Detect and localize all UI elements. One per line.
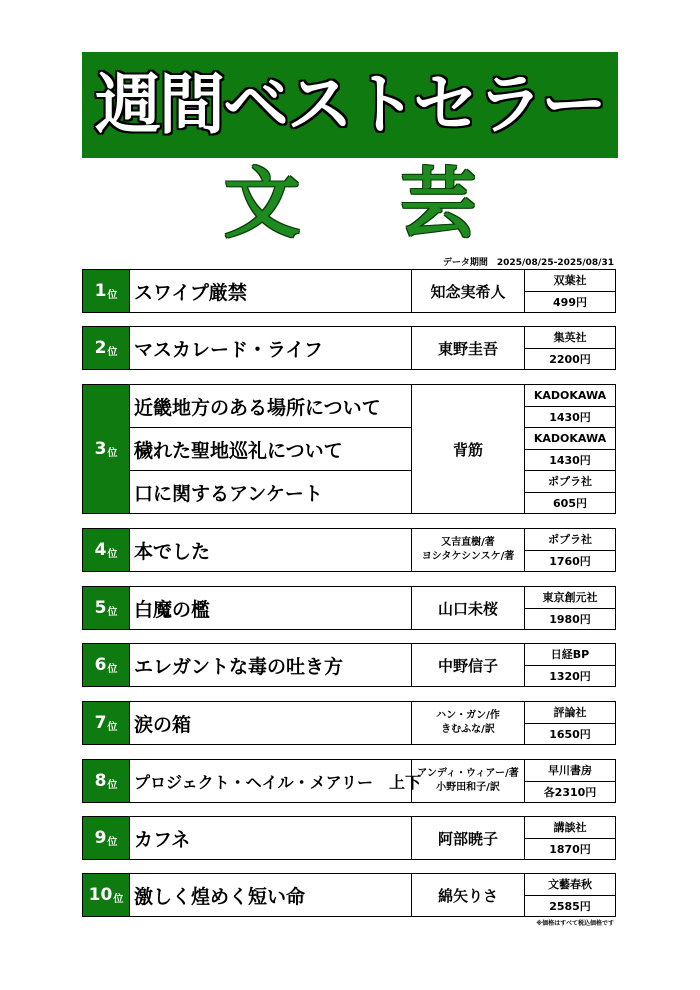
book-publisher: 日経BP — [550, 648, 590, 662]
book-author: 又吉直樹/著 ヨシタケシンスケ/著 — [412, 529, 525, 571]
book-author: 阿部暁子 — [412, 817, 525, 859]
book-price: 2585円 — [525, 895, 615, 917]
ranking-entry-2 — [82, 326, 616, 370]
book-publisher: ポプラ社 — [548, 475, 592, 489]
book-publisher: ポプラ社 — [548, 533, 592, 547]
ranking-entry-1 — [82, 269, 616, 313]
book-publisher: 講談社 — [553, 821, 587, 835]
page-title: 週間ベストセラー — [94, 66, 606, 143]
book-title: 本でした — [134, 540, 211, 563]
book-title: 激しく煌めく短い命 — [134, 885, 306, 908]
book-price: 各2310円 — [525, 781, 615, 803]
genre-heading — [82, 158, 618, 250]
book-title: スワイプ厳禁 — [134, 281, 247, 304]
ranking-entry-10 — [82, 873, 616, 917]
book-title: カフネ — [134, 828, 191, 851]
book-price: 1980円 — [525, 608, 615, 630]
book-price: 1430円 — [525, 449, 615, 471]
rank-badge: 2 位 — [83, 327, 129, 369]
book-author: 知念実希人 — [412, 270, 525, 312]
book-price: 499円 — [525, 291, 615, 313]
book-price: 1760円 — [525, 550, 615, 572]
book-price: 1320円 — [525, 665, 615, 687]
rank-badge: 1 位 — [83, 270, 129, 312]
ranking-entry-4 — [82, 528, 616, 572]
book-author: 東野圭吾 — [412, 327, 525, 369]
ranking-entry-7 — [82, 701, 616, 745]
book-publisher: 双葉社 — [553, 274, 587, 288]
header-banner — [82, 52, 618, 158]
book-title: プロジェクト・ヘイル・メアリー 上下 — [134, 772, 422, 792]
price-footnote: ※価格はすべて税込価格です — [536, 920, 614, 927]
book-publisher: KADOKAWA — [533, 431, 607, 445]
ranking-entry-3 — [82, 384, 616, 514]
book-author: 綿矢りさ — [412, 874, 525, 916]
rank-badge: 4 位 — [83, 529, 129, 571]
rank-badge: 10 位 — [83, 874, 129, 916]
rank-badge: 8 位 — [83, 760, 129, 802]
ranking-entry-8 — [82, 759, 616, 803]
book-publisher: 評論社 — [553, 706, 587, 720]
genre-title: 文芸 — [224, 159, 576, 248]
ranking-entry-6 — [82, 643, 616, 687]
ranking-entry-5 — [82, 586, 616, 630]
book-title: エレガントな毒の吐き方 — [134, 655, 344, 678]
book-title: 口に関するアンケート — [130, 470, 411, 513]
book-author: 山口未桜 — [412, 587, 525, 629]
book-publisher: KADOKAWA — [533, 388, 607, 402]
book-publisher: 早川書房 — [548, 764, 592, 778]
rank-badge: 3 位 — [83, 385, 129, 513]
book-title: 穢れた聖地巡礼について — [130, 427, 411, 470]
book-author: アンディ・ウィアー/著 小野田和子/訳 — [412, 760, 525, 802]
book-author: 中野信子 — [412, 644, 525, 686]
rank-badge: 7 位 — [83, 702, 129, 744]
book-publisher: 文藝春秋 — [548, 878, 592, 892]
book-publisher: 東京創元社 — [542, 591, 598, 605]
rank-badge: 9 位 — [83, 817, 129, 859]
book-author: 背筋 — [412, 385, 525, 513]
book-publisher: 集英社 — [553, 331, 587, 345]
book-title: マスカレード・ライフ — [134, 338, 323, 361]
book-title: 涙の箱 — [134, 713, 192, 736]
book-price: 1430円 — [525, 406, 615, 428]
ranking-entry-9 — [82, 816, 616, 860]
book-price: 2200円 — [525, 348, 615, 370]
book-title: 近畿地方のある場所について — [134, 396, 381, 419]
rank-badge: 6 位 — [83, 644, 129, 686]
book-title: 白魔の檻 — [134, 598, 211, 621]
book-price: 1870円 — [525, 838, 615, 860]
book-price: 605円 — [525, 492, 615, 514]
book-price: 1650円 — [525, 723, 615, 745]
book-author: ハン・ガン/作 きむふな/訳 — [412, 702, 525, 744]
rank-badge: 5 位 — [83, 587, 129, 629]
data-period: データ期間 2025/08/25-2025/08/31 — [442, 258, 614, 268]
